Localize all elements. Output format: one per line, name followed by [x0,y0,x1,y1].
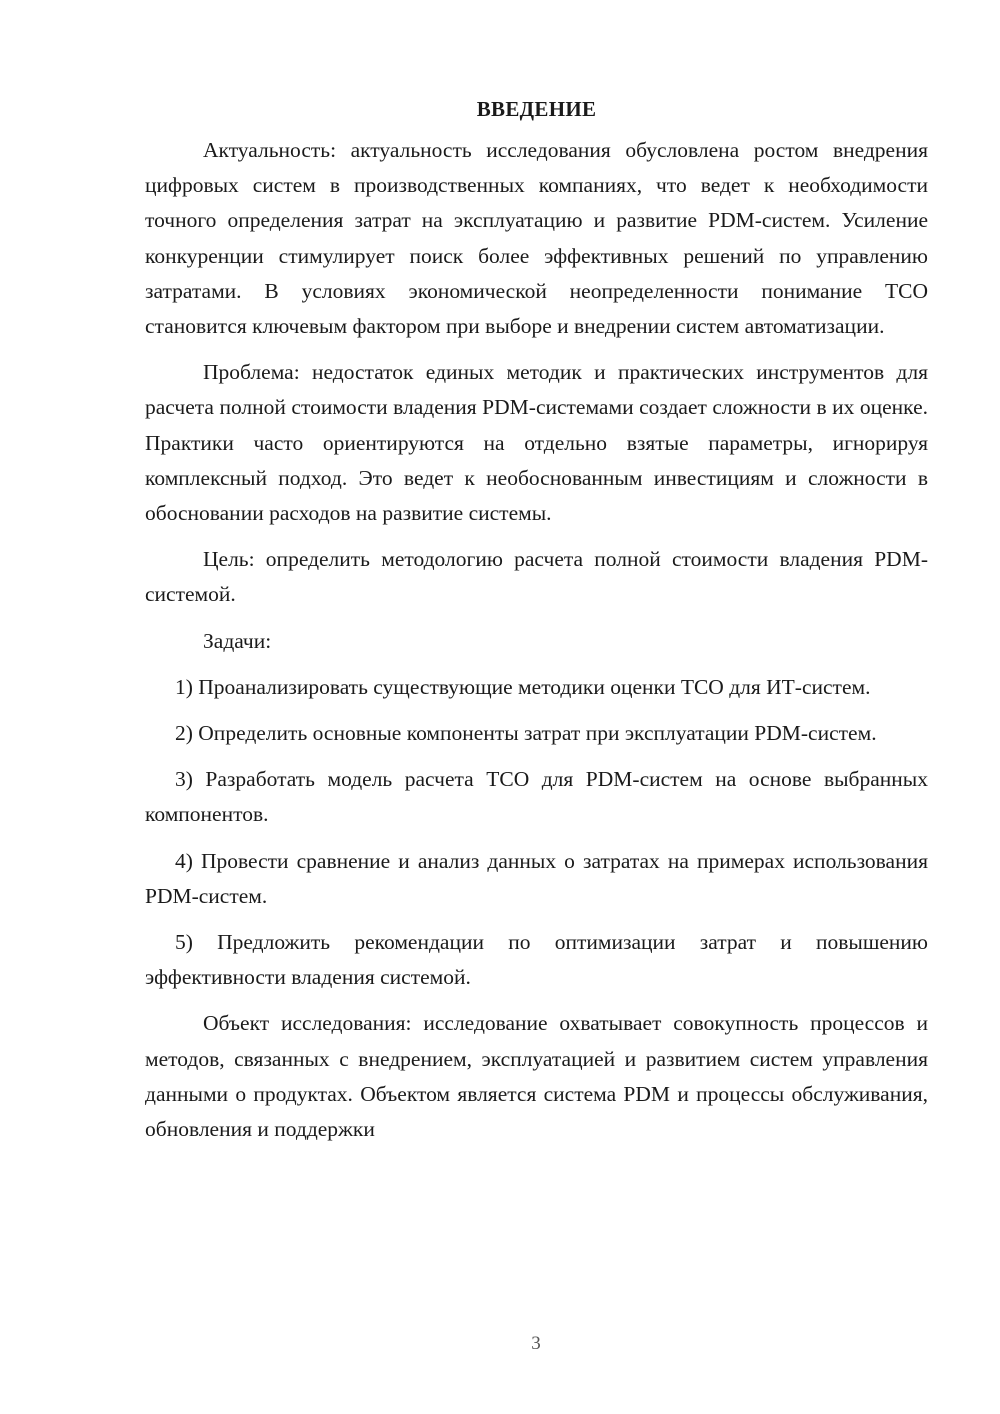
task-item-1: 1) Проанализировать существующие методики оценки TCO для ИТ-систем. [175,674,871,699]
paragraph-object: Объект исследования: исследование охватывает совокупность процессов и методов, связанных с внедрением, эксплуатацией и развитием систем управления данными о продуктах. Объектом является система PDM и процессы обслуживания, обновления и поддержки [145,1011,928,1142]
task-item-4: 4) Провести сравнение и анализ данных о затратах на примерах использования PDM-систем. [145,848,928,908]
task-item-3: 3) Разработать модель расчета TCO для PDM-систем на основе выбранных компонентов. [145,767,928,827]
paragraph-goal: Цель: определить методологию расчета полной стоимости владения PDM-системой. [145,547,928,607]
task-item-2: 2) Определить основные компоненты затрат при эксплуатации PDM-систем. [175,721,877,746]
section-title: ВВЕДЕНИЕ [476,97,597,121]
paragraph-relevance: Актуальность: актуальность исследования обусловлена ростом внедрения цифровых систем в производственных компаниях, что ведет к необходимости точного определения затрат на эксплуатацию и развитие PDM-систем. Усиление конкуренции стимулирует поиск более эффективных решений по управлению затратами. В условиях экономической неопределенности понимание TCO становится ключевым фактором при выборе и внедрении систем автоматизации. [145,138,928,339]
tasks-heading: Задачи: [203,628,272,653]
task-item-5: 5) Предложить рекомендации по оптимизации затрат и повышению эффективности владения системой. [145,930,928,990]
paragraph-problem: Проблема: недостаток единых методик и практических инструментов для расчета полной стоимости владения PDM-системами создает сложности в их оценке. Практики часто ориентируются на отдельно взятые параметры, игнорируя комплексный подход. Это ведет к необоснованным инвестициям и сложности в обосновании расходов на развитие системы. [145,360,928,526]
document-page [145,92,928,1158]
page-number: 3 [531,1333,541,1354]
